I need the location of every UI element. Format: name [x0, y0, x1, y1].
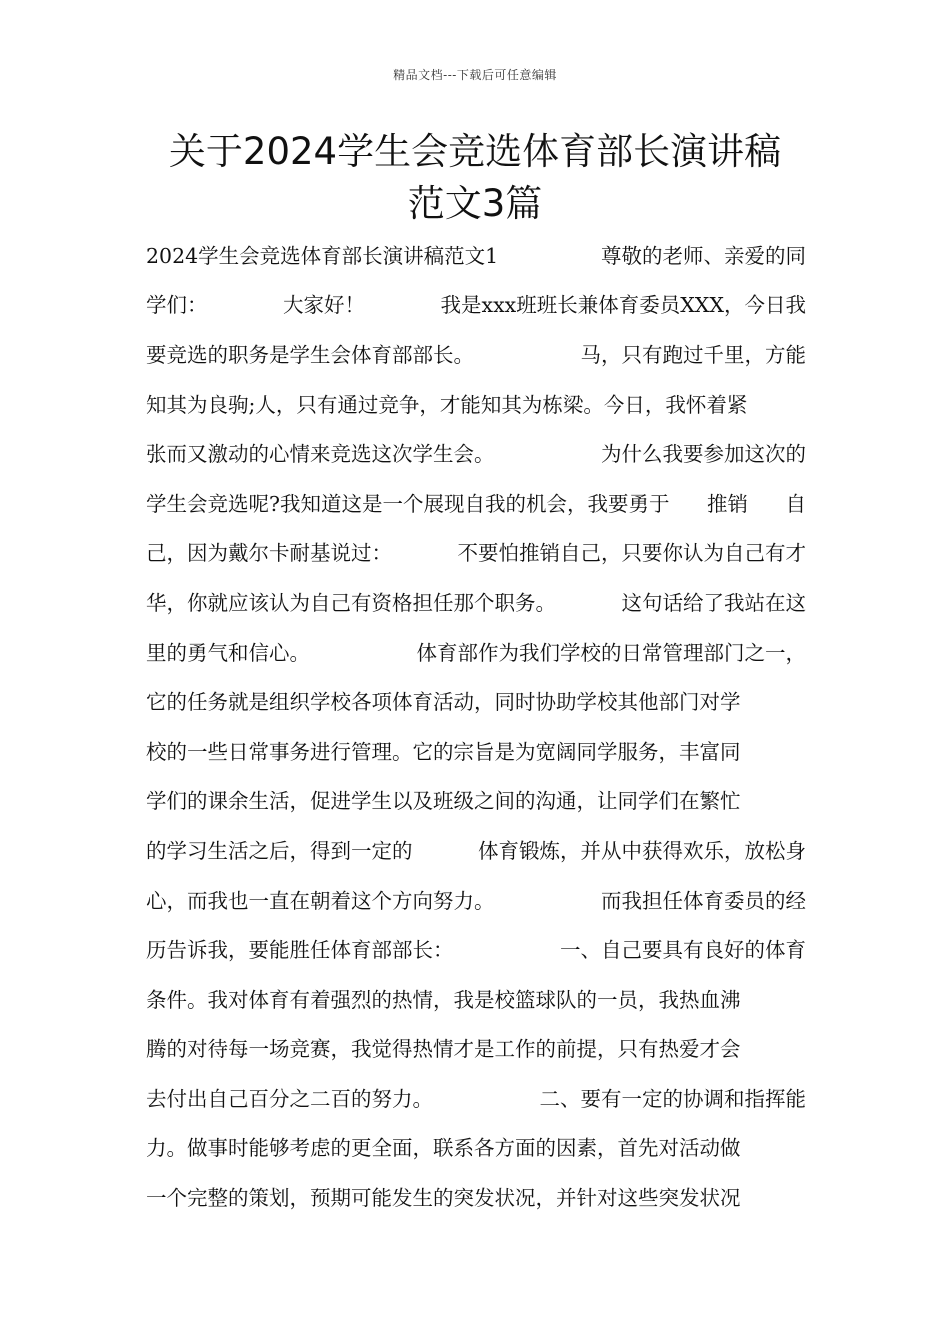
body-line [146, 973, 806, 1023]
text-segment: 力。做事时能够考虑的更全面，联系各方面的因素，首先对活动做 [146, 1136, 741, 1161]
text-segment: 自 [785, 491, 806, 516]
text-segment: 推销 [707, 491, 748, 516]
text-segment: 校的一些日常事务进行管理。它的宗旨是为宽阔同学服务，丰富同 [146, 739, 741, 764]
text-segment: 学们的课余生活，促进学生以及班级之间的沟通，让同学们在繁忙 [146, 789, 741, 814]
text-segment: 一个完整的策划，预期可能发生的突发状况，并针对这些突发状况 [146, 1186, 741, 1211]
page-header: 精品文档---下载后可任意编辑 [393, 68, 557, 82]
text-segment: 它的任务就是组织学校各项体育活动，同时协助学校其他部门对学 [146, 690, 741, 715]
text-segment: 尊敬的老师、亲爱的同 [601, 243, 806, 268]
body-line [146, 626, 806, 676]
text-segment: 大家好！ [283, 293, 366, 318]
body-line [146, 477, 806, 527]
text-segment: 二、要有一定的协调和指挥能 [539, 1086, 806, 1111]
body-line [146, 775, 806, 825]
text-segment: 马，只有跑过千里，方能 [580, 342, 806, 367]
text-segment: 2024学生会竞选体育部长演讲稿范文1 [146, 243, 499, 268]
body-line [146, 1072, 806, 1122]
body-line [146, 527, 806, 577]
text-segment: 去付出自己百分之二百的努力。 [146, 1086, 433, 1111]
text-segment: 一、自己要具有良好的体育 [560, 938, 806, 963]
text-segment: 的学习生活之后，得到一定的 [146, 838, 413, 863]
body-line [146, 427, 806, 477]
text-segment: 我是xxx班班长兼体育委员XXX，今日我 [440, 293, 806, 318]
body-line [146, 675, 806, 725]
text-segment: 里的勇气和信心。 [146, 640, 310, 665]
body-line [146, 1171, 806, 1221]
text-segment: 心，而我也一直在朝着这个方向努力。 [146, 888, 495, 913]
text-segment: 要竞选的职务是学生会体育部部长。 [146, 342, 474, 367]
text-segment: 而我担任体育委员的经 [601, 888, 806, 913]
title-line-2: 范文3篇 [407, 182, 543, 225]
body-line [146, 576, 806, 626]
body-line [146, 923, 806, 973]
text-segment: 体育锻炼，并从中获得欢乐，放松身 [478, 838, 806, 863]
body-line [146, 378, 806, 428]
body-line [146, 1122, 806, 1172]
text-segment: 体育部作为我们学校的日常管理部门之一， [416, 640, 806, 665]
text-segment: 学生会竞选呢?我知道这是一个展现自我的机会，我要勇于 [146, 491, 670, 516]
text-segment: 不要怕推销自己，只要你认为自己有才 [457, 541, 806, 566]
body-line [146, 725, 806, 775]
text-segment: 历告诉我，要能胜任体育部部长： [146, 938, 454, 963]
text-segment: 己，因为戴尔卡耐基说过： [146, 541, 392, 566]
body-line [146, 824, 806, 874]
text-segment: 华，你就应该认为自己有资格担任那个职务。 [146, 590, 556, 615]
text-segment: 为什么我要参加这次的 [601, 442, 806, 467]
body-line [146, 1023, 806, 1073]
body-text [146, 229, 806, 1221]
text-segment: 知其为良驹;人，只有通过竞争，才能知其为栋梁。今日，我怀着紧 [146, 392, 748, 417]
text-segment: 这句话给了我站在这 [621, 590, 806, 615]
body-line [146, 874, 806, 924]
document-title [120, 126, 830, 230]
body-line [146, 279, 806, 329]
body-line [146, 229, 806, 279]
text-segment: 张而又激动的心情来竞选这次学生会。 [146, 442, 495, 467]
body-line [146, 328, 806, 378]
text-segment: 学们： [146, 293, 208, 318]
text-segment: 条件。我对体育有着强烈的热情，我是校篮球队的一员，我热血沸 [146, 987, 741, 1012]
text-segment: 腾的对待每一场竞赛，我觉得热情才是工作的前提，只有热爱才会 [146, 1037, 741, 1062]
title-line-1: 关于2024学生会竞选体育部长演讲稿 [168, 130, 782, 173]
